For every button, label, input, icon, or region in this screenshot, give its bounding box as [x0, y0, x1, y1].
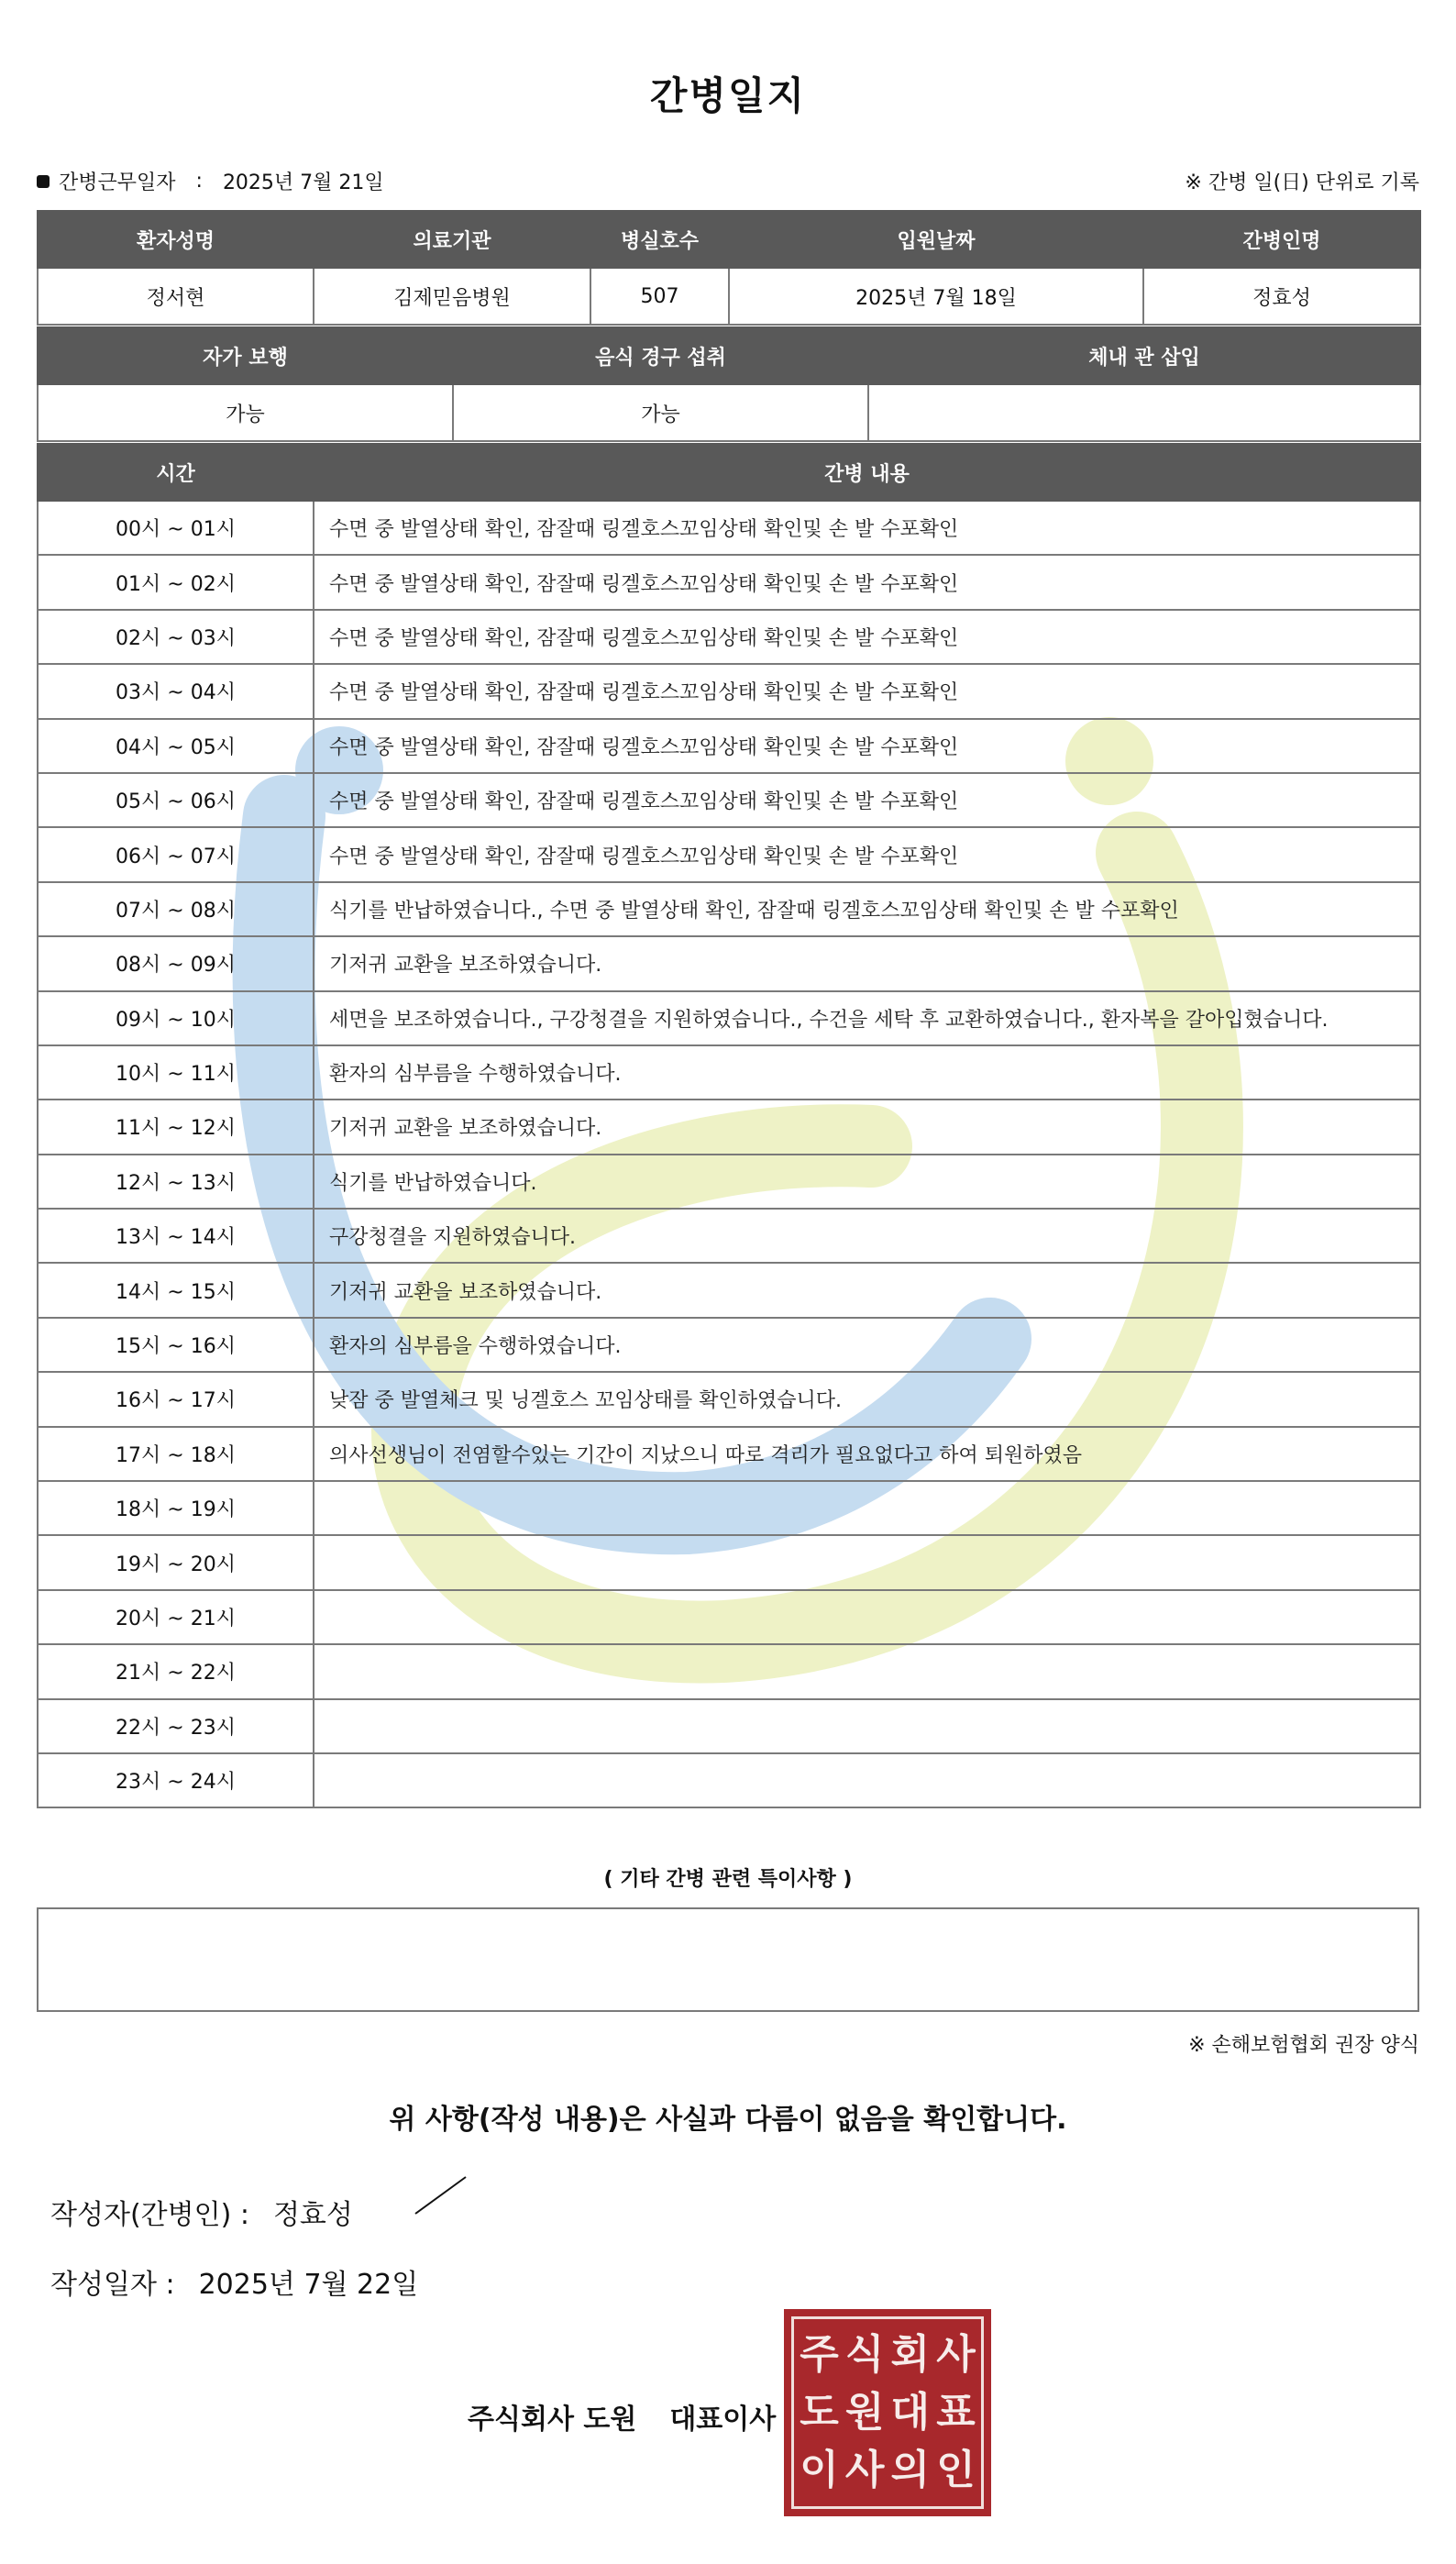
care-content: 수면 중 발열상태 확인, 잠잘때 링겔호스꼬임상태 확인및 손 발 수포확인	[314, 555, 1420, 609]
care-log-row	[38, 1263, 1420, 1317]
header-time: 시간	[38, 444, 314, 501]
writer-label: 작성자(간병인) :	[50, 2199, 249, 2231]
care-log-row	[38, 773, 1420, 827]
work-date-value: 2025년 7월 21일	[222, 171, 384, 194]
care-log-row	[38, 991, 1420, 1045]
time-slot: 09시 ~ 10시	[38, 991, 314, 1045]
care-content	[314, 1699, 1420, 1753]
care-content: 세면을 보조하였습니다., 구강청결을 지원하였습니다., 수건을 세탁 후 교환하였습니다., 환자복을 갈아입혔습니다.	[314, 991, 1420, 1045]
time-slot: 10시 ~ 11시	[38, 1045, 314, 1100]
care-log-row	[38, 610, 1420, 664]
special-notes-box	[37, 1907, 1419, 2012]
record-unit-note: ※ 간병 일(日) 단위로 기록	[1185, 171, 1419, 194]
document-title: 간병일지	[649, 73, 807, 118]
header-caregiver: 간병인명	[1143, 211, 1420, 268]
time-slot: 21시 ~ 22시	[38, 1644, 314, 1698]
seal-character: 원	[844, 2389, 885, 2436]
company-name: 주식회사 도원	[468, 2404, 637, 2436]
seal-row	[797, 2441, 978, 2500]
time-slot: 04시 ~ 05시	[38, 719, 314, 773]
care-content: 환자의 심부름을 수행하였습니다.	[314, 1045, 1420, 1100]
oral-intake-value: 가능	[453, 384, 868, 441]
care-log-table	[37, 443, 1421, 1808]
self-walking-value: 가능	[38, 384, 453, 441]
header-patient-name: 환자성명	[38, 211, 314, 268]
care-log-row	[38, 1699, 1420, 1753]
writer-line	[50, 2192, 353, 2232]
care-log-row	[38, 555, 1420, 609]
care-content	[314, 1590, 1420, 1644]
patient-status-table	[37, 326, 1421, 442]
care-log-row	[38, 936, 1420, 990]
write-date-value: 2025년 7월 22일	[198, 2269, 419, 2301]
care-content	[314, 1481, 1420, 1535]
header-hospital: 의료기관	[314, 211, 590, 268]
write-date-label: 작성일자 :	[50, 2269, 175, 2301]
room-number: 507	[590, 268, 729, 325]
hospital-name: 김제믿음병원	[314, 268, 590, 325]
header-care-content: 간병 내용	[314, 444, 1420, 501]
work-date-label: 간병근무일자	[59, 171, 176, 194]
caregiver-name: 정효성	[1143, 268, 1420, 325]
time-slot: 13시 ~ 14시	[38, 1209, 314, 1263]
care-log-row	[38, 501, 1420, 555]
header-room: 병실호수	[590, 211, 729, 268]
seal-character: 표	[936, 2389, 976, 2436]
seal-character: 도	[800, 2389, 839, 2436]
seal-character: 식	[844, 2331, 885, 2378]
care-log-row	[38, 1644, 1420, 1698]
care-content: 기저귀 교환을 보조하였습니다.	[314, 936, 1420, 990]
writer-name: 정효성	[272, 2199, 353, 2231]
company-representative: 대표이사	[669, 2404, 777, 2436]
care-log-row	[38, 1045, 1420, 1100]
company-line	[468, 2396, 776, 2437]
time-slot: 22시 ~ 23시	[38, 1699, 314, 1753]
care-content: 수면 중 발열상태 확인, 잠잘때 링겔호스꼬임상태 확인및 손 발 수포확인	[314, 719, 1420, 773]
care-log-row	[38, 882, 1420, 936]
time-slot: 07시 ~ 08시	[38, 882, 314, 936]
care-log-row	[38, 1372, 1420, 1426]
seal-character: 대	[890, 2389, 931, 2436]
header-self-walking: 자가 보행	[38, 327, 453, 384]
time-slot: 23시 ~ 24시	[38, 1753, 314, 1807]
care-log-row	[38, 1427, 1420, 1481]
bullet-icon	[37, 175, 50, 188]
seal-character: 의	[890, 2447, 931, 2493]
care-log-row	[38, 1155, 1420, 1209]
header-oral-intake: 음식 경구 섭취	[453, 327, 868, 384]
time-slot: 01시 ~ 02시	[38, 555, 314, 609]
care-content: 낮잠 중 발열체크 및 닝겔호스 꼬임상태를 확인하였습니다.	[314, 1372, 1420, 1426]
care-log-row	[38, 664, 1420, 718]
care-log-row	[38, 719, 1420, 773]
care-log-row	[38, 1100, 1420, 1154]
time-slot: 06시 ~ 07시	[38, 827, 314, 881]
care-log-row	[38, 1481, 1420, 1535]
time-slot: 05시 ~ 06시	[38, 773, 314, 827]
time-slot: 17시 ~ 18시	[38, 1427, 314, 1481]
time-slot: 14시 ~ 15시	[38, 1263, 314, 1317]
time-slot: 20시 ~ 21시	[38, 1590, 314, 1644]
confirmation-statement: 위 사항(작성 내용)은 사실과 다름이 없음을 확인합니다.	[389, 2104, 1067, 2136]
time-slot: 03시 ~ 04시	[38, 664, 314, 718]
care-content	[314, 1535, 1420, 1589]
care-content	[314, 1644, 1420, 1698]
seal-row	[797, 2326, 978, 2384]
work-date-separator: :	[195, 170, 203, 193]
company-seal-stamp	[784, 2309, 991, 2516]
care-content: 식기를 반납하였습니다.	[314, 1155, 1420, 1209]
time-slot: 19시 ~ 20시	[38, 1535, 314, 1589]
seal-character: 이	[800, 2447, 839, 2493]
time-slot: 18시 ~ 19시	[38, 1481, 314, 1535]
seal-row	[797, 2383, 978, 2442]
care-content: 의사선생님이 전염할수있는 기간이 지났으니 따로 격리가 필요없다고 하여 퇴원하였음	[314, 1427, 1420, 1481]
care-content: 수면 중 발열상태 확인, 잠잘때 링겔호스꼬임상태 확인및 손 발 수포확인	[314, 501, 1420, 555]
patient-name: 정서현	[38, 268, 314, 325]
time-slot: 00시 ~ 01시	[38, 501, 314, 555]
header-admission-date: 입원날짜	[729, 211, 1143, 268]
time-slot: 08시 ~ 09시	[38, 936, 314, 990]
seal-character: 사	[936, 2331, 976, 2378]
care-log-row	[38, 1590, 1420, 1644]
care-content: 수면 중 발열상태 확인, 잠잘때 링겔호스꼬임상태 확인및 손 발 수포확인	[314, 827, 1420, 881]
care-content: 수면 중 발열상태 확인, 잠잘때 링겔호스꼬임상태 확인및 손 발 수포확인	[314, 610, 1420, 664]
care-content: 환자의 심부름을 수행하였습니다.	[314, 1318, 1420, 1372]
care-content	[314, 1753, 1420, 1807]
care-content: 기저귀 교환을 보조하였습니다.	[314, 1263, 1420, 1317]
care-log-row	[38, 1753, 1420, 1807]
patient-info-table	[37, 210, 1421, 326]
seal-character: 인	[936, 2447, 976, 2493]
time-slot: 16시 ~ 17시	[38, 1372, 314, 1426]
time-slot: 11시 ~ 12시	[38, 1100, 314, 1154]
care-log-row	[38, 1209, 1420, 1263]
care-content: 기저귀 교환을 보조하였습니다.	[314, 1100, 1420, 1154]
care-log-row	[38, 827, 1420, 881]
form-source-note: ※ 손해보험협회 권장 양식	[1188, 2034, 1419, 2057]
seal-character: 사	[844, 2447, 885, 2493]
time-slot: 12시 ~ 13시	[38, 1155, 314, 1209]
signature-mark	[413, 2172, 469, 2217]
care-log-row	[38, 1535, 1420, 1589]
header-tube-insertion: 체내 관 삽입	[868, 327, 1420, 384]
work-date	[37, 167, 384, 195]
time-slot: 15시 ~ 16시	[38, 1318, 314, 1372]
care-content: 식기를 반납하였습니다., 수면 중 발열상태 확인, 잠잘때 링겔호스꼬임상태 확인및 손 발 수포확인	[314, 882, 1420, 936]
admission-date: 2025년 7월 18일	[729, 268, 1143, 325]
seal-character: 주	[800, 2331, 839, 2378]
care-log-body	[38, 501, 1420, 1807]
care-log-row	[38, 1318, 1420, 1372]
time-slot: 02시 ~ 03시	[38, 610, 314, 664]
write-date-line	[50, 2261, 418, 2302]
care-content: 구강청결을 지원하였습니다.	[314, 1209, 1420, 1263]
tube-insertion-value	[868, 384, 1420, 441]
special-notes-title: ( 기타 간병 관련 특이사항 )	[603, 1868, 853, 1891]
care-content: 수면 중 발열상태 확인, 잠잘때 링겔호스꼬임상태 확인및 손 발 수포확인	[314, 664, 1420, 718]
seal-character: 회	[890, 2331, 931, 2378]
care-content: 수면 중 발열상태 확인, 잠잘때 링겔호스꼬임상태 확인및 손 발 수포확인	[314, 773, 1420, 827]
